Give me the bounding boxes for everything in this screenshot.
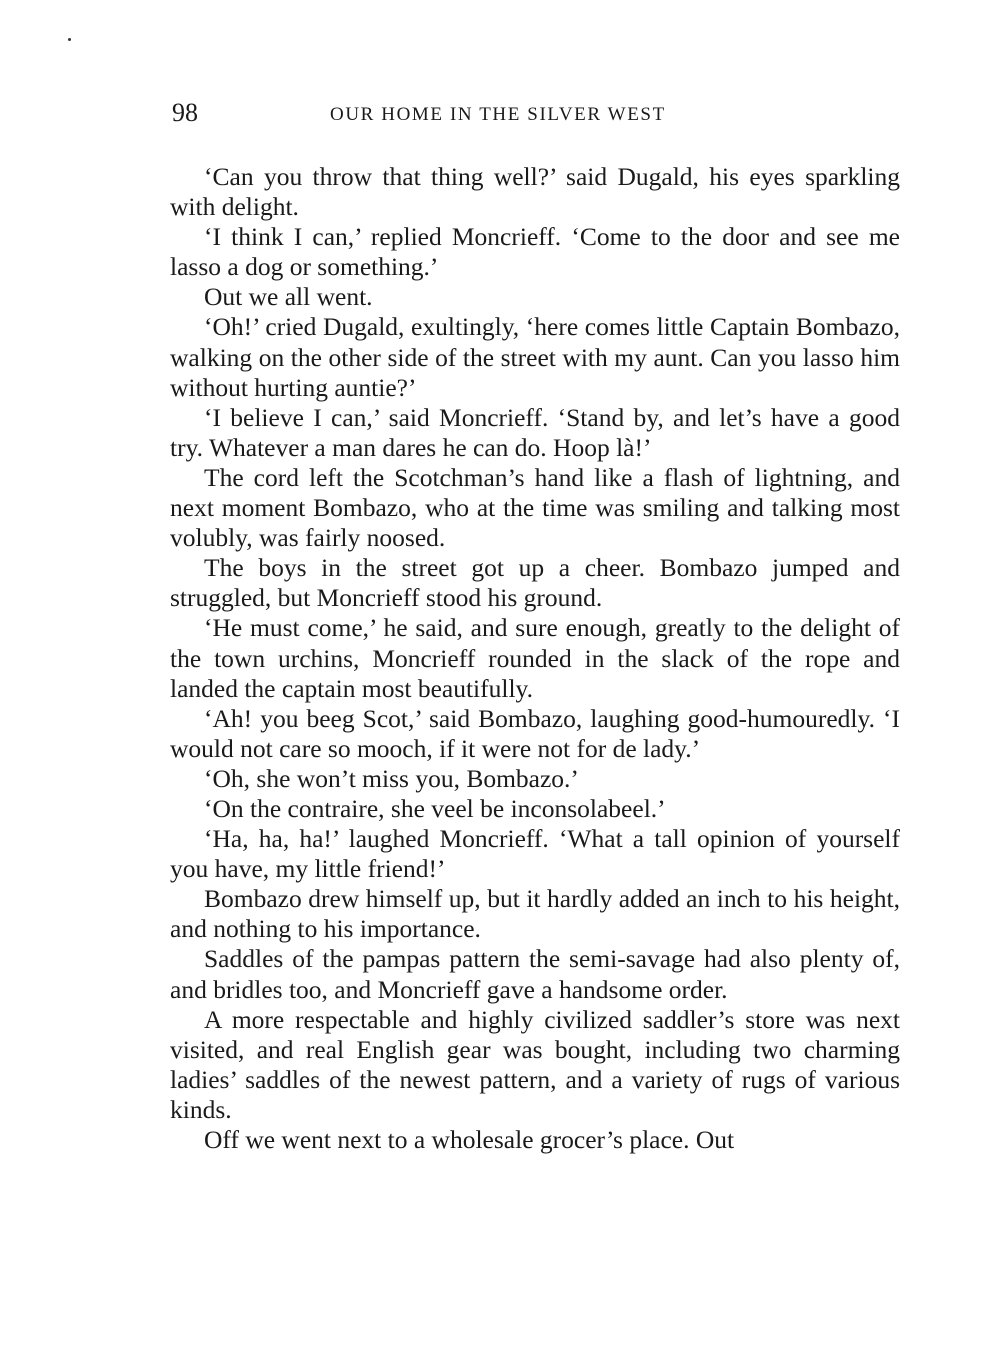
paragraph: A more respectable and highly civilized saddler’s store was next visited, and real English gear was bought, including two charming ladies’ saddles of the newest pattern, and a variety of rugs of various kinds. [170,1004,900,1124]
paragraph: ‘Oh!’ cried Dugald, exultingly, ‘here comes little Captain Bombazo, walking on the other side of the street with my aunt. Can you lasso him without hurting auntie?’ [170,312,900,402]
paragraph: ‘Ha, ha, ha!’ laughed Moncrieff. ‘What a tall opinion of yourself you have, my little friend!’ [170,824,900,884]
paragraph: ‘Can you throw that thing well?’ said Dugald, his eyes sparkling with delight. [170,162,900,222]
paragraph: ‘I think I can,’ replied Moncrieff. ‘Come to the door and see me lasso a dog or something.’ [170,222,900,282]
paragraph: The cord left the Scotchman’s hand like a flash of lightning, and next moment Bombazo, who at the time was smiling and talking most volubly, was fairly noosed. [170,462,900,553]
paragraph: ‘Oh, she won’t miss you, Bombazo.’ [204,763,579,793]
paragraph: Off we went next to a wholesale grocer’s place. Out [204,1125,735,1154]
paragraph: ‘On the contraire, she veel be inconsolabeel.’ [204,793,666,823]
paragraph: Saddles of the pampas pattern the semi-savage had also plenty of, and bridles too, and Moncrieff gave a handsome order. [170,944,900,1004]
running-title: OUR HOME IN THE SILVER WEST [330,104,666,125]
paragraph: Bombazo drew himself up, but it hardly added an inch to his height, and nothing to his importance. [170,884,900,944]
print-speck [68,38,71,41]
paragraph: ‘He must come,’ he said, and sure enough, greatly to the delight of the town urchins, Moncrieff rounded in the slack of the rope and landed the captain most beautifully. [170,613,900,703]
page-number: 98 [172,98,198,127]
paragraph: ‘I believe I can,’ said Moncrieff. ‘Stand by, and let’s have a good try. Whatever a man dares he can do. Hoop là!’ [170,402,900,462]
paragraph: ‘Ah! you beeg Scot,’ said Bombazo, laughing good-humouredly. ‘I would not care so mooch, if it were not for de lady.’ [170,703,900,763]
paragraph: The boys in the street got up a cheer. Bombazo jumped and struggled, but Moncrieff stood his ground. [170,553,900,613]
body-text [170,162,900,1155]
paragraph: Out we all went. [204,282,373,312]
